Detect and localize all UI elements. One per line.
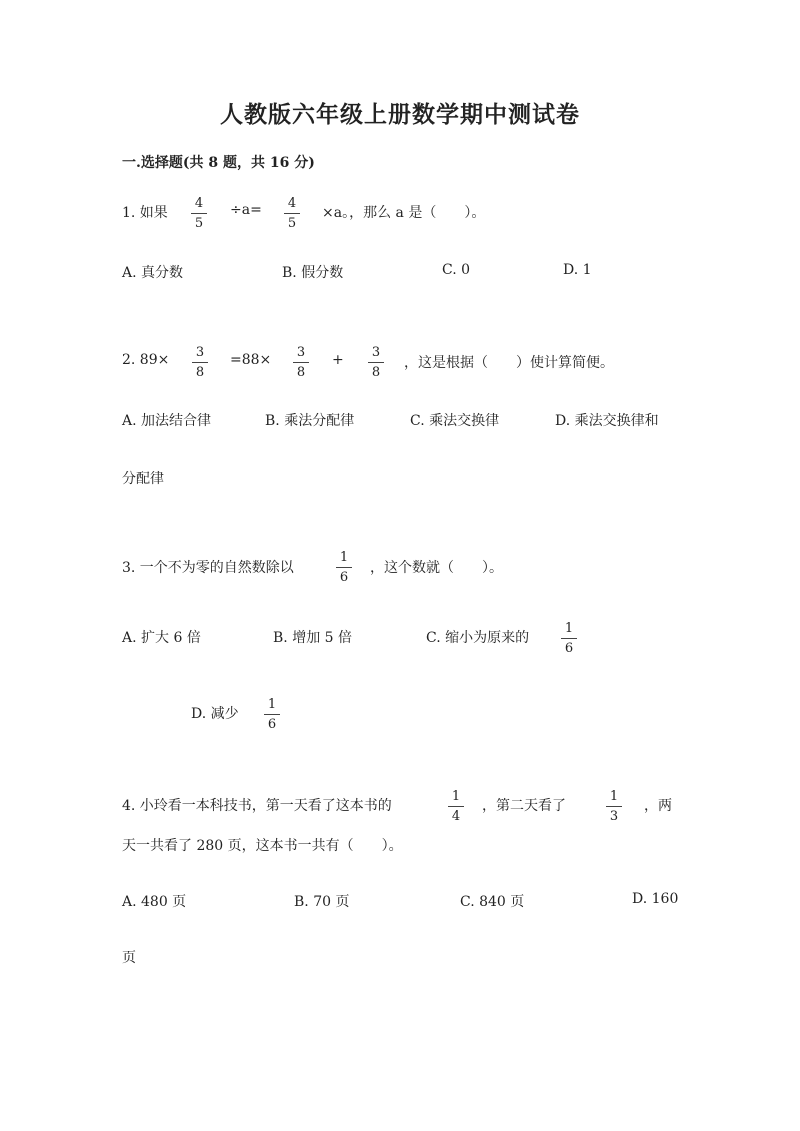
option-b[interactable]: B. 70 页	[294, 894, 350, 910]
question-stem-part: ，这个数就（ ）。	[370, 560, 503, 576]
fraction	[190, 196, 208, 231]
fraction-denominator: 6	[267, 717, 277, 732]
option-d[interactable]: D. 1	[563, 262, 592, 278]
question-stem-part: ，这是根据（ ）使计算简便。	[404, 355, 614, 371]
fraction-numerator: 4	[287, 196, 297, 211]
fraction-denominator: 8	[195, 365, 205, 380]
question-stem-part: ，两	[644, 798, 672, 814]
fraction-numerator: 3	[296, 345, 306, 360]
option-d[interactable]: D. 160	[632, 891, 679, 907]
option-c[interactable]: C. 缩小为原来的	[426, 630, 530, 646]
fraction-bar	[336, 567, 352, 568]
option-d-continued: 分配律	[122, 471, 164, 487]
option-a[interactable]: A. 扩大 6 倍	[122, 630, 201, 646]
question-stem-part: 3. 一个不为零的自然数除以	[122, 560, 294, 576]
fraction-denominator: 5	[287, 216, 297, 231]
question-stem-part: 1. 如果	[122, 205, 168, 221]
option-a[interactable]: A. 480 页	[122, 894, 187, 910]
fraction	[191, 345, 209, 380]
option-d[interactable]: D. 减少	[191, 706, 239, 722]
section-heading: 一.选择题(共 8 题，共 16 分)	[122, 155, 315, 171]
option-b[interactable]: B. 假分数	[282, 265, 344, 281]
fraction-numerator: 4	[194, 196, 204, 211]
option-a[interactable]: A. 加法结合律	[122, 413, 212, 429]
fraction	[335, 550, 353, 585]
fraction-denominator: 8	[296, 365, 306, 380]
question-stem-part: ，第二天看了	[482, 798, 566, 814]
fraction-bar	[561, 638, 577, 639]
fraction	[283, 196, 301, 231]
question-stem-part: ÷a=	[230, 202, 262, 218]
fraction-numerator: 1	[451, 789, 461, 804]
option-c[interactable]: C. 乘法交换律	[410, 413, 500, 429]
fraction	[367, 345, 385, 380]
option-c[interactable]: C. 0	[442, 262, 471, 278]
question-stem-part: 4. 小玲看一本科技书，第一天看了这本书的	[122, 798, 392, 814]
fraction-bar	[191, 213, 207, 214]
option-a[interactable]: A. 真分数	[122, 265, 184, 281]
fraction-denominator: 6	[564, 641, 574, 656]
question-stem-part: 2. 89×	[122, 352, 170, 368]
fraction-denominator: 6	[339, 570, 349, 585]
plus-sign: +	[332, 352, 344, 368]
fraction-denominator: 5	[194, 216, 204, 231]
fraction-bar	[264, 714, 280, 715]
fraction-bar	[284, 213, 300, 214]
option-d[interactable]: D. 乘法交换律和	[555, 413, 659, 429]
option-d-continued: 页	[122, 950, 136, 966]
fraction	[560, 621, 578, 656]
question-stem-part: =88×	[230, 352, 272, 368]
option-c[interactable]: C. 840 页	[460, 894, 525, 910]
fraction-numerator: 3	[371, 345, 381, 360]
fraction-bar	[448, 806, 464, 807]
fraction-numerator: 3	[195, 345, 205, 360]
page-title: 人教版六年级上册数学期中测试卷	[220, 101, 580, 128]
fraction	[292, 345, 310, 380]
fraction-numerator: 1	[339, 550, 349, 565]
fraction-numerator: 1	[609, 789, 619, 804]
question-stem-line2: 天一共看了 280 页，这本书一共有（ ）。	[122, 838, 403, 854]
fraction	[605, 789, 623, 824]
fraction-denominator: 4	[451, 809, 461, 824]
fraction-bar	[293, 362, 309, 363]
fraction-bar	[368, 362, 384, 363]
fraction-denominator: 3	[609, 809, 619, 824]
fraction-numerator: 1	[267, 697, 277, 712]
fraction-bar	[192, 362, 208, 363]
fraction-denominator: 8	[371, 365, 381, 380]
question-stem-part: ×a。，那么 a 是（ ）。	[322, 205, 486, 221]
fraction	[263, 697, 281, 732]
fraction	[447, 789, 465, 824]
fraction-bar	[606, 806, 622, 807]
fraction-numerator: 1	[564, 621, 574, 636]
option-b[interactable]: B. 增加 5 倍	[273, 630, 352, 646]
option-b[interactable]: B. 乘法分配律	[265, 413, 355, 429]
